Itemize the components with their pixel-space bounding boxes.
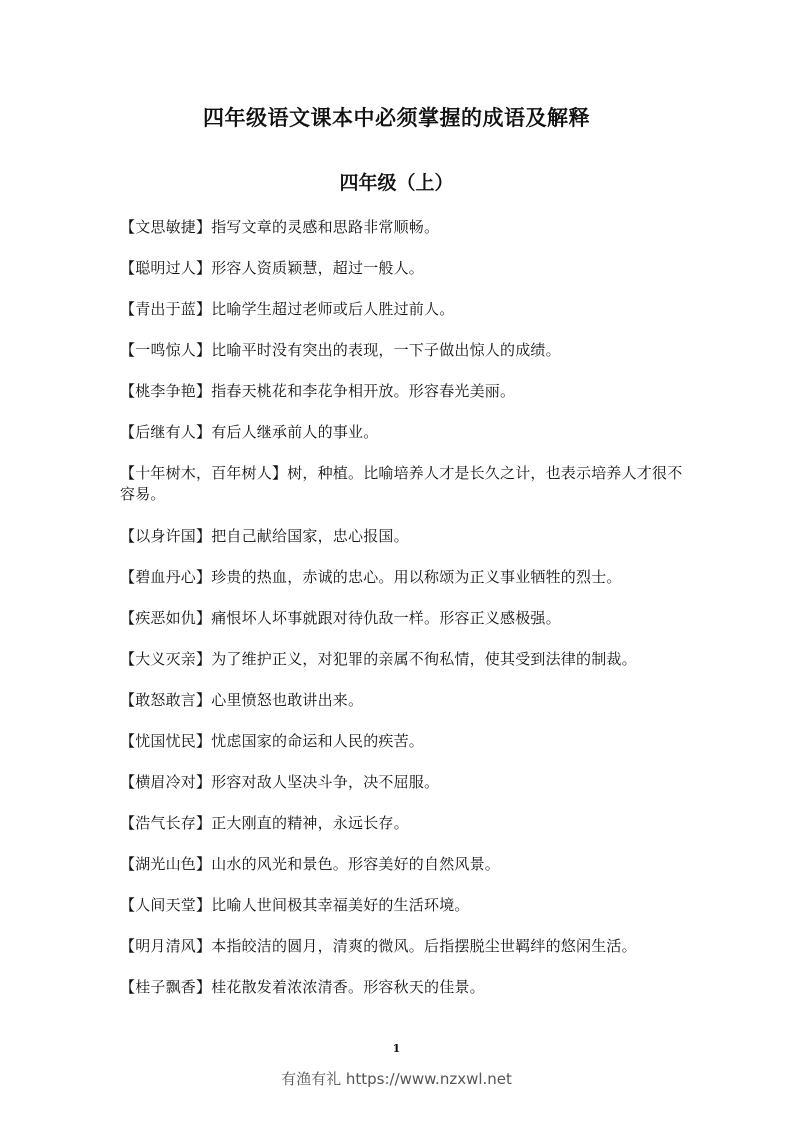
idiom-definition: 桂花散发着浓浓清香。形容秋天的佳景。 (211, 978, 485, 996)
idiom-term: 【疾恶如仇】 (120, 609, 212, 627)
idiom-entry (120, 526, 685, 547)
idiom-term: 【人间天堂】 (120, 896, 212, 914)
idiom-term: 【明月清风】 (120, 937, 212, 955)
idiom-term: 【后继有人】 (120, 423, 212, 441)
idiom-definition: 痛恨坏人坏事就跟对待仇敌一样。形容正义感极强。 (211, 609, 561, 627)
idiom-entry (120, 463, 685, 505)
idiom-term: 【青出于蓝】 (120, 300, 212, 318)
idiom-entry (120, 690, 685, 711)
idiom-term: 【以身许国】 (120, 527, 212, 545)
idiom-term: 【文思敏捷】 (120, 218, 212, 236)
idiom-definition: 把自己献给国家，忠心报国。 (211, 527, 409, 545)
watermark-link-text: 有渔有礼 https://www.nzxwl.net (281, 1070, 512, 1088)
idiom-definition: 为了维护正义，对犯罪的亲属不徇私情，使其受到法律的制裁。 (211, 650, 637, 668)
idiom-entry (120, 772, 685, 793)
idiom-definition: 正大刚直的精神，永远长存。 (211, 814, 409, 832)
idiom-entry (120, 895, 685, 916)
idiom-term: 【十年树木，百年树人】 (120, 464, 288, 482)
idiom-definition: 珍贵的热血，赤诚的忠心。用以称颂为正义事业牺牲的烈士。 (211, 568, 622, 586)
idiom-entry (120, 608, 685, 629)
idiom-term: 【忧国忧民】 (120, 732, 212, 750)
idiom-entry (120, 936, 685, 957)
idiom-entry (120, 854, 685, 875)
idiom-definition: 形容人资质颖慧，超过一般人。 (211, 259, 425, 277)
idiom-entry (120, 340, 685, 361)
page-number: 1 (392, 1042, 401, 1055)
idiom-term: 【桂子飘香】 (120, 978, 212, 996)
idiom-definition: 指春天桃花和李花争相开放。形容春光美丽。 (211, 382, 516, 400)
idiom-definition: 指写文章的灵感和思路非常顺畅。 (211, 218, 440, 236)
idiom-term: 【桃李争艳】 (120, 382, 212, 400)
section-subtitle: 四年级（上） (339, 172, 454, 194)
idiom-entry (120, 381, 685, 402)
idiom-term: 【浩气长存】 (120, 814, 212, 832)
idiom-list (120, 217, 685, 1018)
idiom-term: 【碧血丹心】 (120, 568, 212, 586)
idiom-entry (120, 299, 685, 320)
idiom-entry (120, 649, 685, 670)
idiom-entry (120, 567, 685, 588)
idiom-term: 【湖光山色】 (120, 855, 212, 873)
idiom-definition: 本指皎洁的圆月，清爽的微风。后指摆脱尘世羁绊的悠闲生活。 (211, 937, 637, 955)
idiom-definition: 有后人继承前人的事业。 (211, 423, 379, 441)
idiom-definition: 形容对敌人坚决斗争，决不屈服。 (211, 773, 440, 791)
idiom-entry (120, 977, 685, 998)
idiom-definition: 心里愤怒也敢讲出来。 (211, 691, 364, 709)
idiom-entry (120, 731, 685, 752)
idiom-term: 【一鸣惊人】 (120, 341, 212, 359)
idiom-entry (120, 258, 685, 279)
idiom-definition: 比喻平时没有突出的表现，一下子做出惊人的成绩。 (211, 341, 561, 359)
idiom-definition: 比喻人世间极其幸福美好的生活环境。 (211, 896, 470, 914)
idiom-term: 【敢怒敢言】 (120, 691, 212, 709)
idiom-entry (120, 217, 685, 238)
idiom-definition: 比喻学生超过老师或后人胜过前人。 (211, 300, 455, 318)
idiom-definition: 树，种植。比喻培养人才是长久之计，也表示培养人才很不容易。 (120, 464, 683, 503)
idiom-term: 【大义灭亲】 (120, 650, 212, 668)
idiom-term: 【横眉冷对】 (120, 773, 212, 791)
idiom-entry (120, 422, 685, 443)
idiom-entry (120, 813, 685, 834)
idiom-definition: 山水的风光和景色。形容美好的自然风景。 (211, 855, 501, 873)
idiom-definition: 忧虑国家的命运和人民的疾苦。 (211, 732, 425, 750)
idiom-term: 【聪明过人】 (120, 259, 212, 277)
document-title: 四年级语文课本中必须掌握的成语及解释 (203, 105, 590, 130)
